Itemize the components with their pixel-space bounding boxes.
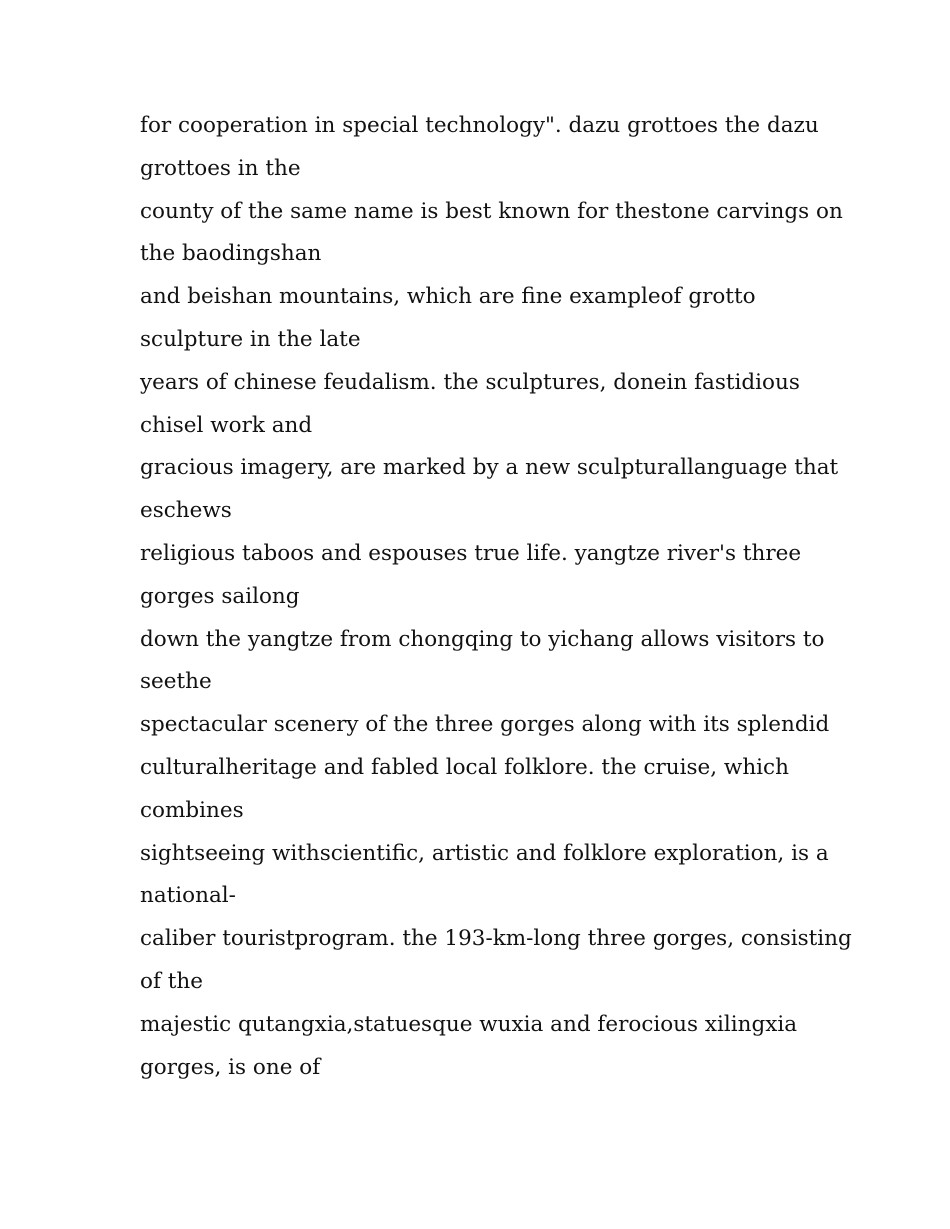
text-line: culturalheritage and fabled local folklore. the cruise, which	[140, 754, 789, 780]
text-line: spectacular scenery of the three gorges along with its splendid	[140, 712, 830, 738]
text-line: religious taboos and espouses true life. yangtze river's three	[140, 540, 802, 566]
text-line: of the	[140, 968, 203, 994]
text-line: caliber touristprogram. the 193-km-long three gorges, consisting	[140, 926, 852, 952]
text-line: gracious imagery, are marked by a new sculpturallanguage that	[140, 455, 839, 481]
text-line: down the yangtze from chongqing to yichang allows visitors to	[140, 626, 825, 652]
text-line: gorges, is one of	[140, 1054, 321, 1080]
text-line: majestic qutangxia,statuesque wuxia and ferocious xilingxia	[140, 1011, 798, 1037]
text-line: combines	[140, 797, 244, 823]
text-line: seethe	[140, 669, 212, 695]
text-line: and beishan mountains, which are fine exampleof grotto	[140, 284, 756, 310]
text-line: chisel work and	[140, 412, 313, 438]
text-line: years of chinese feudalism. the sculptures, donein fastidious	[140, 369, 800, 395]
text-line: eschews	[140, 498, 232, 524]
text-line: the baodingshan	[140, 241, 322, 267]
text-line: for cooperation in special technology". dazu grottoes the dazu	[140, 113, 819, 138]
text-line: sculpture in the late	[140, 326, 361, 352]
text-line: gorges sailong	[140, 583, 300, 609]
text-line: county of the same name is best known for thestone carvings on	[140, 198, 843, 224]
text-line: sightseeing withscientific, artistic and folklore exploration, is a	[140, 840, 829, 866]
body-text	[140, 105, 852, 1089]
text-line: grottoes in the	[140, 155, 301, 181]
text-line: national-	[140, 883, 236, 909]
